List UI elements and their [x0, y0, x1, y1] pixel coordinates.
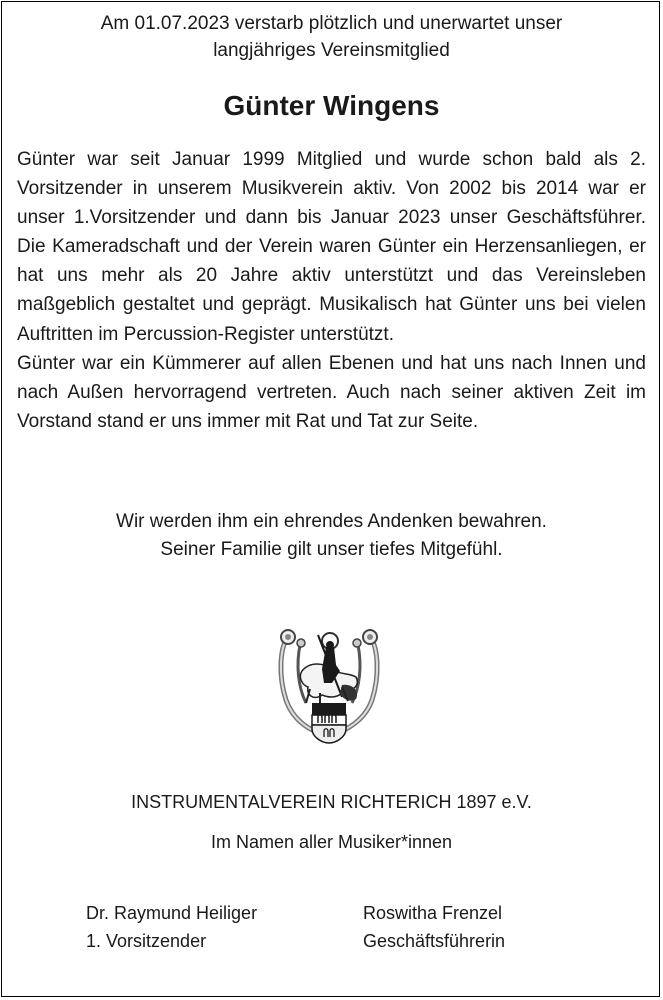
- on-behalf-line: Im Namen aller Musiker*innen: [210, 832, 453, 852]
- tribute-paragraph-2: Günter war ein Kümmerer auf allen Ebenen und hat uns nach Innen und nach Außen hervorragend vertreten. Auch nach seiner aktiven Zeit im Vorstand stand er uns immer mit Rat und Tat zur Seite.: [17, 352, 646, 432]
- organization-name: INSTRUMENTALVEREIN RICHTERICH 1897 e.V.: [131, 792, 532, 812]
- intro-line-1: Am 01.07.2023 verstarb plötzlich und unerwartet unser: [100, 13, 563, 34]
- intro-line-2: langjähriges Vereinsmitglied: [213, 40, 450, 61]
- signatory-role: Geschäftsführerin: [363, 931, 506, 951]
- signatory-role: 1. Vorsitzender: [86, 931, 207, 951]
- lyre-crest-emblem-icon: [276, 625, 382, 745]
- signatory-2: [363, 899, 505, 955]
- intro-text: [0, 10, 663, 64]
- deceased-name: Günter Wingens: [223, 90, 440, 121]
- signatory-1: [86, 899, 257, 955]
- signatory-name: Roswitha Frenzel: [363, 903, 503, 923]
- tribute-text: [17, 145, 646, 436]
- closing-line-2: Seiner Familie gilt unser tiefes Mitgefühl.: [160, 539, 503, 560]
- signatory-name: Dr. Raymund Heiliger: [86, 903, 258, 923]
- closing-line-1: Wir werden ihm ein ehrendes Andenken bewahren.: [116, 511, 547, 532]
- closing-text: [0, 508, 663, 564]
- tribute-paragraph-1: Günter war seit Januar 1999 Mitglied und wurde schon bald als 2. Vorsitzender in unserem Musikverein aktiv. Von 2002 bis 2014 war er unser 1.Vorsitzender und dann bis Januar 2023 unser Geschäftsführer. Die Kameradschaft und der Verein waren Günter ein Herzensanliegen, er hat uns mehr als 20 Jahre aktiv unterstützt und das Vereinsleben maßgeblich gestaltet und geprägt. Musikalisch hat Günter uns bei vielen Auftritten im Percussion-Register unterstützt.: [17, 149, 646, 345]
